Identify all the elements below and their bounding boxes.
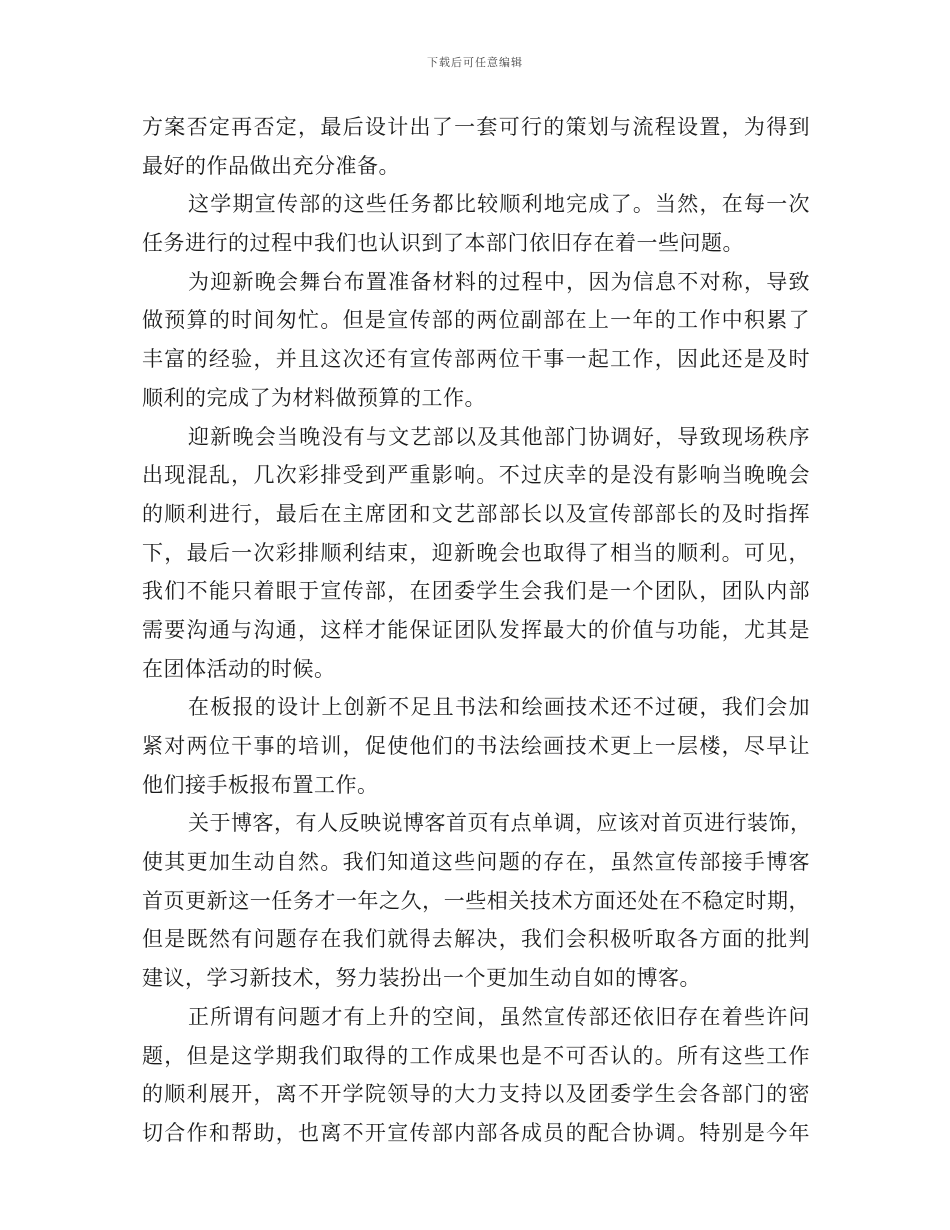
document-body <box>142 108 810 1153</box>
paragraph-line: 任务进行的过程中我们也认识到了本部门依旧存在着一些问题。 <box>142 231 744 256</box>
paragraph-line: 这学期宣传部的这些任务都比较顺利地完成了。当然，在每一次 <box>188 192 810 217</box>
paragraph-line: 使其更加生动自然。我们知道这些问题的存在，虽然宣传部接手博客 <box>142 850 810 875</box>
paragraph-line: 关于博客，有人反映说博客首页有点单调，应该对首页进行装饰， <box>188 811 812 836</box>
page-header: 下载后可任意编辑 <box>427 56 523 69</box>
paragraph-line: 方案否定再否定，最后设计出了一套可行的策划与流程设置，为得到 <box>142 115 810 139</box>
paragraph-line: 迎新晚会当晚没有与文艺部以及其他部门协调好，导致现场秩序 <box>188 424 810 449</box>
paragraph-line: 做预算的时间匆忙。但是宣传部的两位副部在上一年的工作中积累了 <box>142 308 810 333</box>
paragraph-line: 出现混乱，几次彩排受到严重影响。不过庆幸的是没有影响当晚晚会 <box>142 463 810 488</box>
paragraph-line: 需要沟通与沟通，这样才能保证团队发挥最大的价值与功能，尤其是 <box>142 617 810 642</box>
paragraph-line: 的顺利展开，离不开学院领导的大力支持以及团委学生会各部门的密 <box>142 1082 810 1107</box>
paragraph-line: 丰富的经验，并且这次还有宣传部两位干事一起工作，因此还是及时 <box>142 347 810 372</box>
paragraph-line: 顺利的完成了为材料做预算的工作。 <box>142 385 486 410</box>
paragraph-line: 最好的作品做出充分准备。 <box>142 153 400 178</box>
paragraph-line: 我们不能只着眼于宣传部，在团委学生会我们是一个团队，团队内部 <box>142 579 810 604</box>
paragraph-line: 紧对两位干事的培训，促使他们的书法绘画技术更上一层楼，尽早让 <box>142 734 810 758</box>
paragraph-line: 正所谓有问题才有上升的空间，虽然宣传部还依旧存在着些许问 <box>188 1004 810 1029</box>
paragraph-line: 在团体活动的时候。 <box>142 656 336 681</box>
paragraph-line: 切合作和帮助，也离不开宣传部内部各成员的配合协调。特别是今年 <box>142 1120 810 1145</box>
paragraph-line: 为迎新晚会舞台布置准备材料的过程中，因为信息不对称，导致 <box>188 269 810 294</box>
paragraph-line: 在板报的设计上创新不足且书法和绘画技术还不过硬，我们会加 <box>188 695 810 720</box>
paragraph-line: 题，但是这学期我们取得的工作成果也是不可否认的。所有这些工作 <box>142 1043 810 1068</box>
paragraph-line: 但是既然有问题存在我们就得去解决，我们会积极听取各方面的批判 <box>142 927 810 952</box>
paragraph-line: 他们接手板报布置工作。 <box>142 772 379 797</box>
paragraph-line: 建议，学习新技术，努力装扮出一个更加生动自如的博客。 <box>142 966 701 991</box>
paragraph-line: 首页更新这一任务才一年之久，一些相关技术方面还处在不稳定时期， <box>142 888 810 913</box>
paragraph-line: 下，最后一次彩排顺利结束，迎新晚会也取得了相当的顺利。可见， <box>142 540 810 565</box>
paragraph-line: 的顺利进行，最后在主席团和文艺部部长以及宣传部部长的及时指挥 <box>142 501 810 526</box>
